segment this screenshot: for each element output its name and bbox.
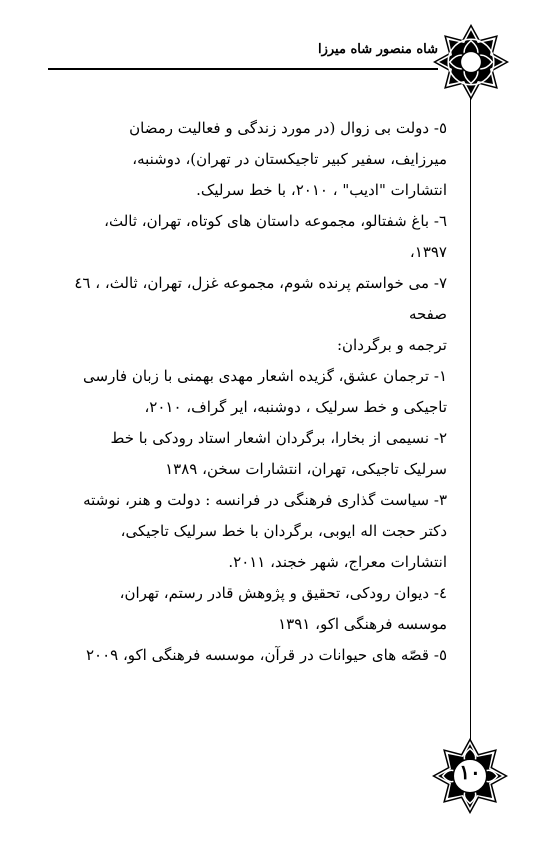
list-item: ٧- می خواستم پرنده شوم، مجموعه غزل، تهران، ثالث، ، ٤٦ صفحه <box>74 274 447 323</box>
list-item: ٥- دولت بی زوال (در مورد زندگی و فعالیت رمضان میرزایف، سفیر کبیر تاجیکستان در تهران)، دوشنبه، انتشارات "ادیب" ، ۲۰۱۰، با خط سرلیک. <box>129 119 447 199</box>
list-item: ٢- نسیمی از بخارا، برگردان اشعار استاد رودکی با خط سرلیک تاجیکی، تهران، انتشارات سخن، ۱۳۸۹ <box>110 429 447 478</box>
margin-rule <box>470 98 471 743</box>
list-item: ٣- سیاست گذاری فرهنگی در فرانسه : دولت و هنر، نوشته دکتر حجت اله ایوبی، برگردان با خط سرلیک تاجیکی، انتشارات معراج، شهر خجند، ۲۰۱۱. <box>83 491 447 571</box>
running-header-title: شاه منصور شاه میرزا <box>317 42 438 57</box>
bibliography-list <box>72 113 447 671</box>
list-item: ٤- دیوان رودکی، تحقیق و پژوهش قادر رستم، تهران، موسسه فرهنگی اکو، ۱۳۹۱ <box>119 584 447 633</box>
list-item: ٦- باغ شفتالو، مجموعه داستان های کوتاه، تهران، ثالث، ۱۳۹۷، <box>104 212 447 261</box>
section-heading: ترجمه و برگردان: <box>336 336 447 354</box>
list-item: ٥- قصّه های حیوانات در قرآن، موسسه فرهنگی اکو، ۲۰۰۹ <box>85 646 447 664</box>
page-number: ١٠ <box>459 760 481 784</box>
ornament-top-icon <box>433 24 509 100</box>
list-item: ١- ترجمان عشق، گزیده اشعار مهدی بهمنی با زبان فارسی تاجیکی و خط سرلیک ، دوشنبه، ایر گراف، ۲۰۱۰، <box>83 367 447 416</box>
header-rule <box>48 68 438 70</box>
